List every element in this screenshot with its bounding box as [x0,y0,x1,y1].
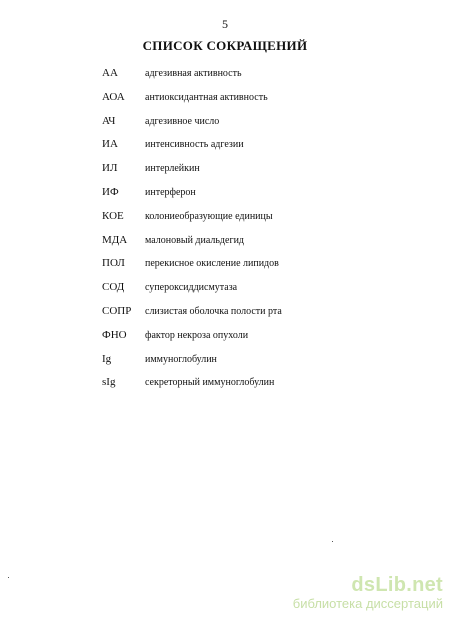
abbreviation-term: ПОЛ [102,257,125,270]
abbreviation-term: КОЕ [102,209,124,222]
abbreviation-term: ИФ [102,185,119,198]
abbreviation-definition: малоновый диальдегид [145,234,245,246]
abbreviation-term: СОПР [102,304,132,317]
abbreviation-term: ИА [102,138,118,151]
list-item [0,136,450,160]
abbreviation-definition: антиоксидантная активность [145,91,268,103]
abbreviation-definition: слизистая оболочка полости рта [145,305,282,317]
abbreviation-definition: перекисное окисление липидов [145,258,279,270]
watermark-logo: dsLib.net [351,574,443,596]
abbreviation-term: АЧ [102,114,116,127]
watermark-subtitle: библиотека диссертаций [292,596,443,611]
abbreviation-definition: фактор некроза опухоли [145,329,249,341]
abbreviation-term: sIg [102,376,116,389]
list-item [0,65,450,89]
list-item [0,208,450,232]
page-number: 5 [222,17,228,31]
abbreviation-definition: интерферон [145,186,196,198]
list-item [0,374,450,398]
abbreviation-definition: адгезивная активность [145,68,242,79]
abbreviation-definition: супероксиддисмутаза [145,282,238,294]
abbreviation-term: АА [102,67,118,79]
scan-speck [8,577,9,578]
page-title: СПИСОК СОКРАЩЕНИЙ [142,38,308,53]
abbreviation-definition: интенсивность адгезии [145,139,244,151]
list-item [0,113,450,137]
list-item [0,160,450,184]
list-item [0,303,450,327]
abbreviation-term: СОД [102,281,125,294]
list-item [0,255,450,279]
abbreviation-definition: секреторный иммуноглобулин [145,377,275,389]
list-item [0,351,450,375]
scan-speck [332,541,333,542]
abbreviation-list [0,65,450,398]
abbreviation-definition: интерлейкин [145,163,200,175]
abbreviation-definition: колониеобразующие единицы [145,210,273,222]
abbreviation-term: МДА [102,233,128,246]
list-item [0,184,450,208]
abbreviation-term: ФНО [102,328,127,341]
abbreviation-definition: адгезивное число [145,115,220,127]
list-item [0,89,450,113]
list-item [0,232,450,256]
abbreviation-definition: иммуноглобулин [145,353,217,365]
list-item [0,327,450,351]
watermark[interactable] [293,574,443,611]
abbreviation-term: ИЛ [102,162,118,175]
abbreviation-term: Ig [102,352,112,365]
abbreviation-term: АОА [102,90,125,103]
list-item [0,279,450,303]
